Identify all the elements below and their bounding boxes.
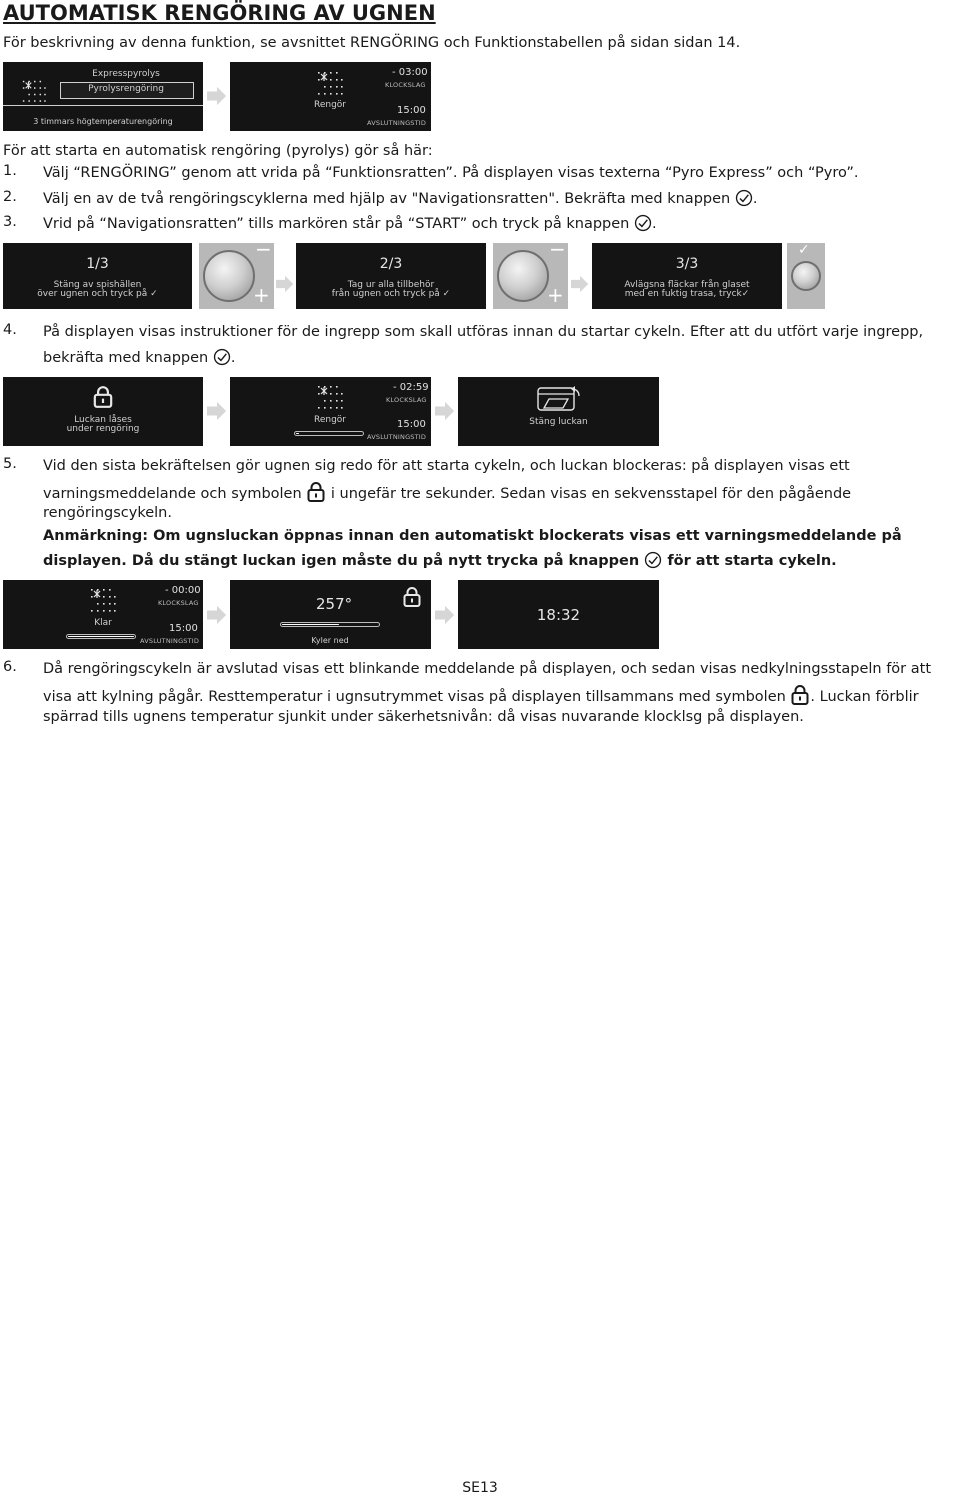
check-icon: ✓ — [798, 242, 810, 258]
navigation-knob[interactable] — [203, 250, 255, 302]
end-time: 15:00 — [397, 419, 426, 430]
mode-label: Rengör — [313, 100, 346, 110]
clock-label: KLOCKSLAG — [385, 81, 426, 89]
mode-label: Klar — [94, 618, 112, 628]
instruction-line: Avlägsna fläckar från glaset — [624, 280, 750, 290]
display-door-lock — [3, 377, 203, 446]
minus-icon: − — [255, 237, 272, 261]
step-number: 1. — [3, 163, 17, 179]
display-clock — [458, 580, 659, 649]
cooling-fill — [282, 624, 339, 625]
display-step-2 — [296, 243, 486, 309]
lock-icon — [790, 684, 810, 706]
lock-icon — [92, 385, 114, 409]
message-line: Luckan låses — [74, 415, 132, 425]
mode-label: Rengör — [313, 415, 346, 425]
intro-text: För beskrivning av denna funktion, se avsnittet RENGÖRING och Funktionstabellen på sidan sidan 14. — [3, 35, 741, 51]
step-number: 5. — [3, 456, 17, 472]
instruction-line: från ugnen och tryck på ✓ — [331, 289, 451, 299]
pyro-icon — [316, 69, 344, 97]
navigation-knob[interactable] — [497, 250, 549, 302]
minus-icon: − — [549, 237, 566, 261]
step-text: Vid den sista bekräftelsen gör ugnen sig redo för att starta cykeln, och luckan blockeras: på displayen visas ett — [43, 458, 850, 474]
instruction-line: Stäng av spishällen — [53, 280, 142, 290]
display-step-1 — [3, 243, 192, 309]
check-circle-icon — [644, 551, 662, 569]
plus-icon: + — [547, 283, 564, 307]
display-cooling — [230, 580, 431, 649]
check-circle-icon — [735, 189, 753, 207]
instruction-line: över ugnen och tryck på ✓ — [37, 289, 158, 299]
step-text: bekräfta med knappen . — [43, 350, 236, 366]
arrow-right-icon — [571, 275, 589, 293]
navigation-knob-panel — [493, 237, 568, 309]
lock-icon — [306, 481, 326, 503]
step-count: 1/3 — [86, 256, 109, 272]
step-number: 2. — [3, 189, 17, 205]
arrow-right-icon — [435, 401, 455, 421]
divider — [3, 105, 203, 106]
clock-label: KLOCKSLAG — [158, 599, 199, 607]
duration-time: - 02:59 — [393, 382, 429, 393]
step-text: Då rengöringscykeln är avslutad visas ett blinkande meddelande på displayen, och sedan visas nedkylningsstapeln för att — [43, 661, 932, 677]
end-time: 15:00 — [169, 623, 198, 634]
arrow-right-icon — [276, 275, 294, 293]
lock-icon — [402, 586, 422, 608]
display-cleaning-progress — [230, 377, 431, 446]
check-circle-icon — [213, 348, 231, 366]
display-pyro-select — [3, 62, 203, 131]
steps-intro: För att starta en automatisk rengöring (pyrolys) gör så här: — [3, 143, 433, 159]
arrow-right-icon — [207, 86, 227, 106]
end-time-label: AVSLUTNINGSTID — [367, 119, 427, 127]
cooling-bar — [280, 622, 380, 627]
message-line: under rengöring — [66, 424, 140, 434]
instruction-line: Tag ur alla tillbehör — [347, 280, 435, 290]
progress-fill — [68, 636, 134, 637]
end-time: 15:00 — [397, 105, 426, 116]
step-count: 2/3 — [379, 256, 403, 272]
arrow-right-icon — [207, 605, 227, 625]
temperature: 257° — [316, 595, 353, 613]
plus-icon: + — [253, 283, 270, 307]
display-cleaning-done — [3, 580, 203, 649]
clock-label: KLOCKSLAG — [386, 396, 427, 404]
step-number: 6. — [3, 659, 17, 675]
step-text: Välj “RENGÖRING” genom att vrida på “Funktionsratten”. På displayen visas texterna “Pyro Express” och “Pyro”. — [43, 165, 859, 181]
message-label: Stäng luckan — [529, 417, 588, 427]
page-number: SE13 — [462, 1480, 498, 1496]
confirm-button-panel — [787, 243, 825, 309]
step-text: varningsmeddelande och symbolen i ungefär tre sekunder. Sedan visas en sekvensstapel för den pågående — [43, 481, 851, 504]
check-circle-icon — [634, 214, 652, 232]
pyro-icon — [21, 78, 47, 104]
progress-bar — [294, 431, 364, 436]
option-pyro: Pyrolysrengöring — [88, 84, 164, 94]
step-text: visa att kylning pågår. Resttemperatur i ugnsutrymmet visas på displayen tillsammans med symbolen . Luckan förblir — [43, 684, 919, 707]
step-text: rengöringscykeln. — [43, 505, 172, 521]
note-text: Anmärkning: Om ugnsluckan öppnas innan den automatiskt blockerats visas ett varningsmeddelande på — [43, 528, 902, 544]
progress-fill — [296, 433, 299, 434]
note-text: displayen. Då du stängt luckan igen måste du på nytt trycka på knappen för att starta cykeln. — [43, 553, 837, 569]
instruction-line: med en fuktig trasa, tryck✓ — [624, 289, 750, 299]
option-express: Expresspyrolys — [92, 69, 160, 79]
step-text: Välj en av de två rengöringscyklerna med hjälp av "Navigationsratten". Bekräfta med knappen . — [43, 191, 758, 207]
current-time: 18:32 — [536, 606, 581, 624]
option-description: 3 timmars högtemperaturengöring — [33, 117, 173, 126]
step-text: Vrid på “Navigationsratten” tills markören står på “START” och tryck på knappen . — [43, 216, 657, 232]
duration-time: - 03:00 — [392, 67, 428, 78]
step-number: 3. — [3, 214, 17, 230]
cooling-label: Kyler ned — [311, 636, 349, 645]
step-number: 4. — [3, 322, 17, 338]
arrow-right-icon — [435, 605, 455, 625]
duration-time: - 00:00 — [165, 585, 201, 596]
end-time-label: AVSLUTNINGSTID — [140, 637, 200, 645]
pyro-icon — [316, 383, 344, 411]
step-count: 3/3 — [675, 256, 699, 272]
step-text: spärrad tills ugnens temperatur sjunkit under säkerhetsnivån: då visas nuvarande klocklsg på displayen. — [43, 709, 804, 725]
step-text: På displayen visas instruktioner för de ingrepp som skall utföras innan du startar cykeln. Efter att du utfört varje ingrepp, — [43, 324, 924, 340]
progress-bar — [66, 634, 136, 639]
end-time-label: AVSLUTNINGSTID — [367, 433, 427, 441]
navigation-knob-panel — [199, 237, 274, 309]
arrow-right-icon — [207, 401, 227, 421]
display-step-3 — [592, 243, 782, 309]
display-close-door — [458, 377, 659, 446]
door-icon — [535, 383, 583, 413]
confirm-button[interactable] — [791, 261, 821, 291]
page-title: AUTOMATISK RENGÖRING AV UGNEN — [3, 1, 436, 25]
display-pyro-time — [230, 62, 431, 131]
pyro-icon — [89, 586, 117, 614]
